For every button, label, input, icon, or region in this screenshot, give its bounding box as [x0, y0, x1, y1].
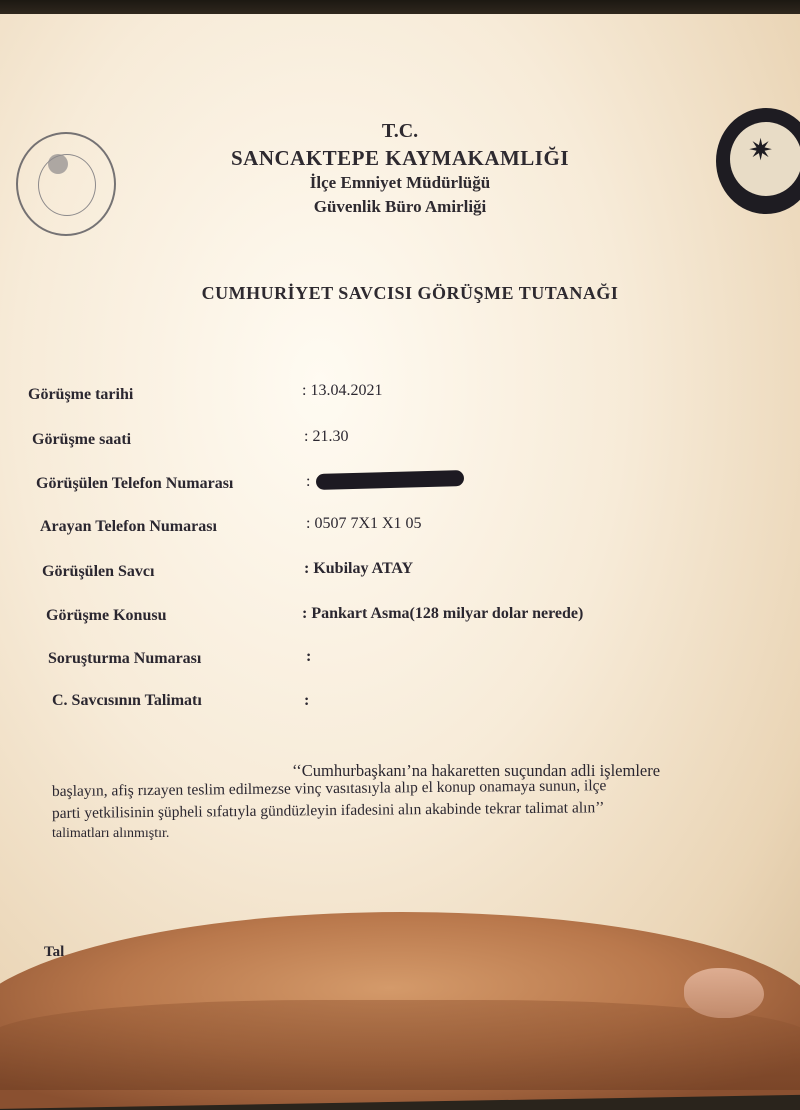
header-bureau: Güvenlik Büro Amirliği [313, 197, 487, 216]
field-value: : 21.30 [304, 428, 349, 445]
field-label: Görüşülen Savcı [42, 563, 155, 580]
instruction-line: talimatları alınmıştır. [52, 826, 170, 841]
field-value: : 13.04.2021 [302, 382, 383, 399]
instruction-line: parti yetkilisinin şüpheli sıfatıyla gündüzleyin ifadesini alın akabinde tekrar talimat alın’’ [51, 799, 605, 822]
field-label: Arayan Telefon Numarası [40, 518, 217, 535]
field-value: : Pankart Asma(128 milyar dolar nerede) [302, 605, 584, 622]
document-title: CUMHURİYET SAVCISI GÖRÜŞME TUTANAĞI [201, 283, 619, 303]
field-value: : [306, 473, 311, 490]
field-label: Soruşturma Numarası [48, 650, 202, 667]
police-emblem-seal: ✷ [716, 108, 800, 214]
partial-footer-text: Tal [44, 944, 65, 960]
field-label: C. Savcısının Talimatı [52, 692, 202, 709]
field-label: Görüşülen Telefon Numarası [36, 475, 234, 492]
field-label: Görüşme saati [32, 431, 132, 448]
header-district: SANCAKTEPE KAYMAKAMLIĞI [230, 146, 569, 170]
field-value: : Kubilay ATAY [304, 560, 414, 577]
left-emblem-seal [16, 132, 116, 236]
instruction-line: başlayın, afiş rızayen teslim edilmezse vinç vasıtasıyla alıp el konup onamaya sunun, ilçe [51, 777, 607, 800]
hand-shadow [0, 1000, 800, 1090]
field-label: Görüşme Konusu [46, 607, 167, 624]
header-tc: T.C. [381, 120, 419, 142]
field-value: : 0507 7X1 X1 05 [306, 515, 422, 532]
instruction-line: ‘‘Cumhurbaşkanı’na hakaretten suçundan adli işlemlere [292, 761, 661, 780]
field-value: : [306, 648, 312, 665]
thumbnail [684, 968, 764, 1018]
document-paper [0, 14, 800, 1067]
field-label: Görüşme tarihi [28, 386, 134, 403]
header-directorate: İlçe Emniyet Müdürlüğü [309, 173, 491, 192]
field-value: : [304, 692, 310, 709]
